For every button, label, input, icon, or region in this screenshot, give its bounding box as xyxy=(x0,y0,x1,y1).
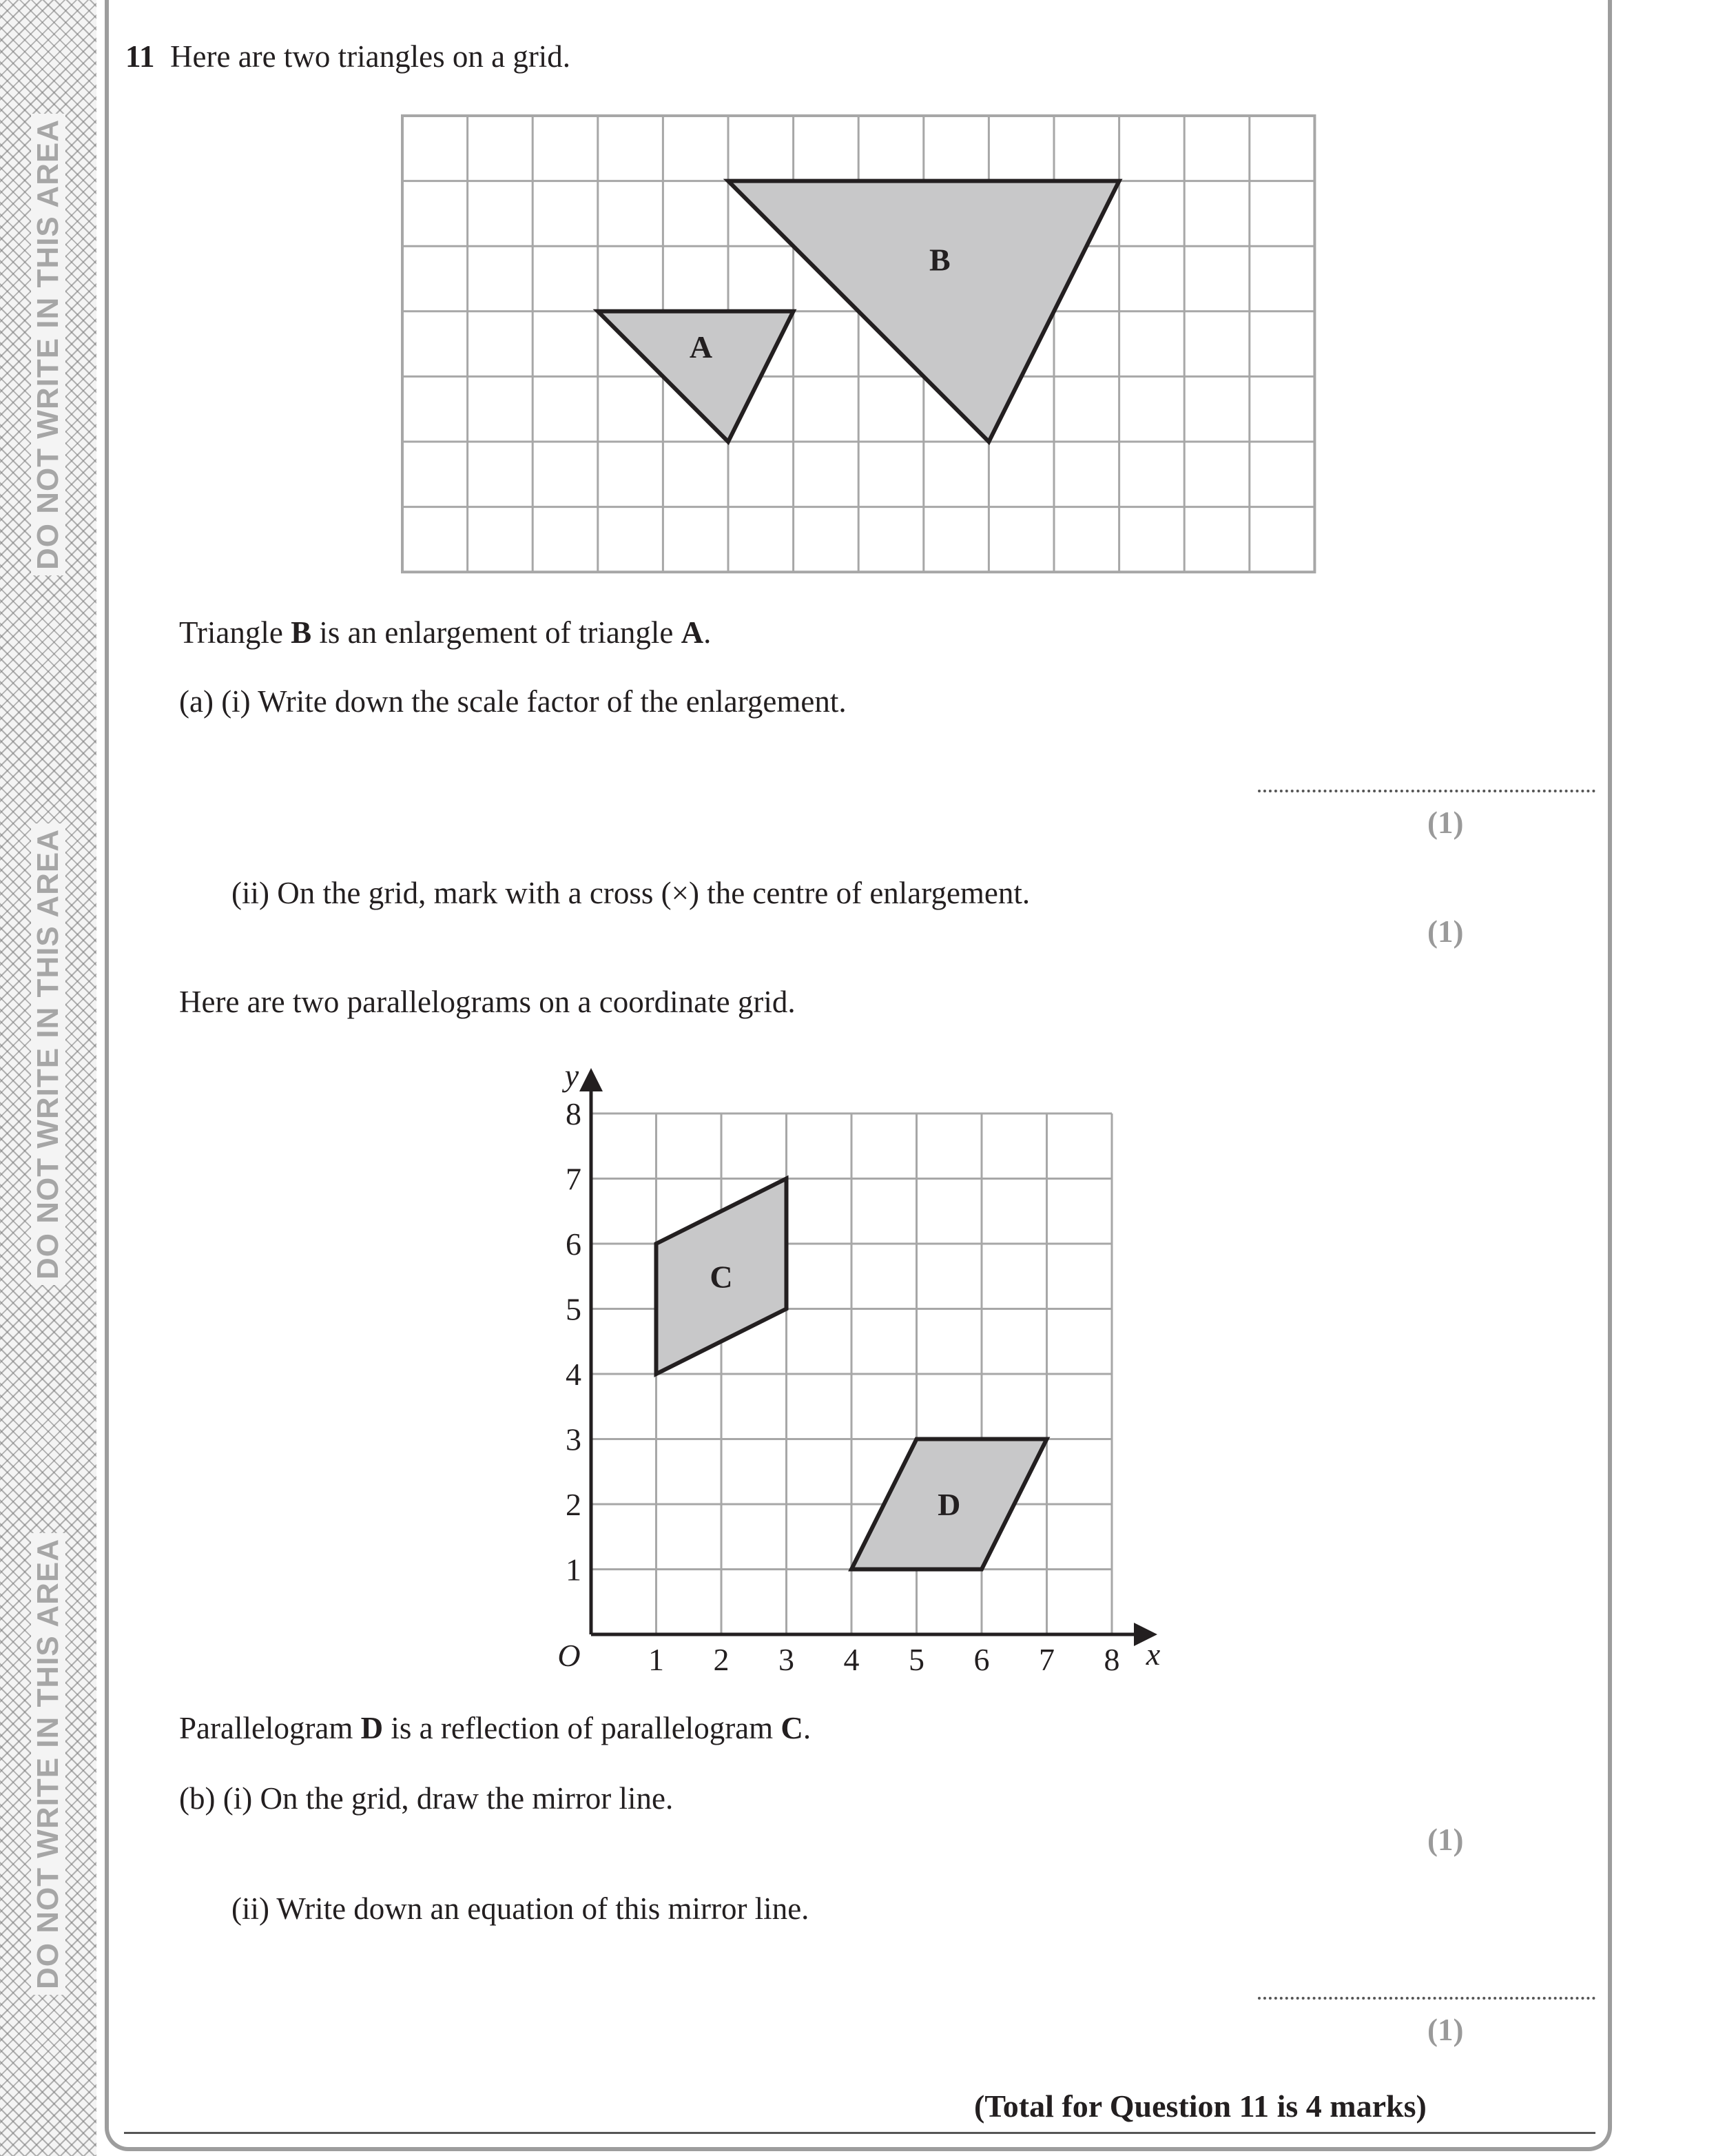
triangle-statement: Triangle B is an enlargement of triangle A. xyxy=(179,615,712,650)
x-tick-label: 4 xyxy=(843,1642,860,1677)
part-a-ii-question: (ii) On the grid, mark with a cross (×) the centre of enlargement. xyxy=(231,876,1031,910)
x-tick-label: 7 xyxy=(1039,1642,1055,1677)
marks-a-ii: (1) xyxy=(1427,914,1464,949)
x-tick-label: 8 xyxy=(1104,1642,1120,1677)
marks-b-i: (1) xyxy=(1427,1823,1464,1857)
parallelogram-d-label: D xyxy=(938,1487,961,1522)
y-tick-label: 5 xyxy=(566,1291,581,1327)
y-tick-label: 1 xyxy=(566,1552,581,1588)
y-tick-label: 6 xyxy=(566,1226,581,1262)
x-tick-label: 5 xyxy=(909,1642,924,1677)
answer-line-b-ii[interactable] xyxy=(1258,1997,1595,2000)
marks-a-i: (1) xyxy=(1427,805,1464,840)
question-intro: Here are two triangles on a grid. xyxy=(170,39,571,74)
part-b-ii-question: (ii) Write down an equation of this mirror line. xyxy=(231,1891,809,1926)
y-tick-label: 3 xyxy=(566,1421,581,1457)
x-tick-label: 1 xyxy=(648,1642,664,1677)
parallelogram-statement: Parallelogram D is a reflection of parallelogram C. xyxy=(179,1711,812,1745)
x-tick-label: 2 xyxy=(713,1642,730,1677)
part-a-i-question: (a) (i) Write down the scale factor of the enlargement. xyxy=(179,684,847,719)
marks-b-ii: (1) xyxy=(1427,2013,1464,2047)
origin-label: O xyxy=(557,1638,581,1673)
question-header xyxy=(125,41,570,72)
parallelogram-intro: Here are two parallelograms on a coordinate grid. xyxy=(179,985,796,1019)
question-number: 11 xyxy=(125,39,155,74)
y-tick-label: 4 xyxy=(566,1357,581,1392)
y-axis-arrowhead xyxy=(579,1068,603,1091)
bottom-rule xyxy=(124,2132,1595,2134)
part-b-i-question: (b) (i) On the grid, draw the mirror line. xyxy=(179,1781,674,1816)
margin-warning-bottom: DO NOT WRITE IN THIS AREA xyxy=(31,1533,65,1995)
total-marks: (Total for Question 11 is 4 marks) xyxy=(974,2088,1427,2124)
x-axis-label: x xyxy=(1146,1636,1161,1672)
triangle-b-label: B xyxy=(929,242,951,278)
y-tick-label: 8 xyxy=(566,1096,581,1131)
coordinate-grid[interactable] xyxy=(524,1047,1185,1688)
x-tick-label: 3 xyxy=(778,1642,794,1677)
y-axis-label: y xyxy=(564,1058,579,1093)
margin-warning-middle: DO NOT WRITE IN THIS AREA xyxy=(31,823,65,1285)
y-tick-label: 2 xyxy=(566,1487,581,1522)
answer-line-a-i[interactable] xyxy=(1258,790,1595,792)
triangle-grid[interactable] xyxy=(393,110,1323,579)
parallelogram-c-label: C xyxy=(710,1259,733,1295)
margin-warning-top: DO NOT WRITE IN THIS AREA xyxy=(31,114,65,575)
x-tick-label: 6 xyxy=(973,1642,990,1677)
y-tick-label: 7 xyxy=(566,1161,581,1197)
margin-strip xyxy=(0,0,96,2156)
triangle-a-label: A xyxy=(689,329,713,365)
